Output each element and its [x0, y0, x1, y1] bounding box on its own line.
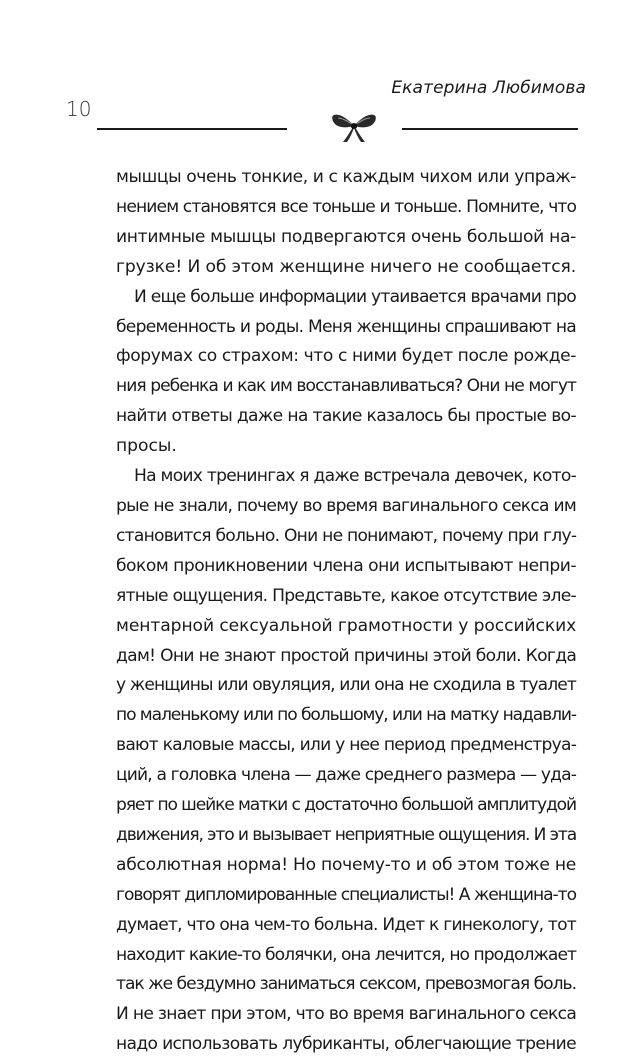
text-line: думает, что она чем-то больна. Идет к гинекологу, тот: [116, 914, 576, 935]
text-line: рые не знали, почему во время вагинального секса им: [116, 495, 576, 516]
text-line: так же бездумно заниматься сексом, превозмогая боль.: [116, 974, 576, 995]
text-line: мышцы очень тонкие, и с каждым чихом или упраж-: [116, 167, 577, 187]
text-line: интимные мышцы подвергаются очень большой на-: [116, 226, 577, 247]
header-author: Екатерина Любимова: [391, 78, 586, 98]
text-line: ния ребенка и как им восстанавливаться? Они не могут: [116, 376, 576, 397]
text-line: грузке! И об этом женщине ничего не сообщается.: [116, 256, 577, 277]
text-line: движения, это и вызывает неприятные ощущения. И эта: [116, 824, 577, 845]
text-line: ментарной сексуальной грамотности у российских: [116, 615, 577, 636]
text-line: боком проникновении члена они испытывают непри-: [116, 555, 576, 576]
text-line: ятные ощущения. Представьте, какое отсутствие эле-: [116, 585, 576, 606]
text-line: по маленькому или по большому, или на матку надавли-: [116, 705, 576, 726]
text-line: абсолютная норма! Но почему-то и об этом тоже не: [116, 854, 576, 875]
text-line: ряет по шейке матки с достаточно большой амплитудой: [116, 795, 576, 816]
page-number: 10: [66, 97, 92, 121]
text-line: становится больно. Они не понимают, почему при глу-: [116, 525, 577, 546]
text-line: нением становятся все тоньше и тоньше. Помните, что: [116, 196, 577, 217]
text-line: дам! Они не знают простой причины этой боли. Когда: [116, 645, 577, 666]
text-line: На моих тренингах я даже встречала девочек, кото-: [134, 466, 576, 487]
text-line: у женщины или овуляция, или она не сходила в туалет: [116, 675, 576, 696]
text-line: форумах со страхом: что с ними будет после рожде-: [116, 346, 577, 367]
header-rule-left: [97, 128, 287, 130]
text-line: говорят дипломированные специалисты! А женщина-то: [116, 884, 576, 905]
text-line: И еще больше информации утаивается врачами про: [134, 286, 576, 307]
body-text: [116, 163, 576, 1060]
text-line: вают каловые массы, или у нее период предменструа-: [116, 735, 577, 756]
text-line: И не знает при этом, что во время вагинального секса: [116, 1004, 577, 1025]
text-line: найти ответы даже на такие казалось бы простые во-: [116, 406, 576, 427]
text-line: находит какие-то болячки, она лечится, но продолжает: [116, 944, 576, 965]
text-line: надо использовать лубриканты, облегчающие трение: [116, 1034, 576, 1055]
text-line: просы.: [116, 436, 177, 457]
header-rule-right: [402, 128, 578, 130]
text-line: беременность и роды. Меня женщины спрашивают на: [116, 316, 576, 337]
text-line: ций, а головка члена — даже среднего размера — уда-: [116, 765, 577, 786]
bow-icon: [329, 109, 379, 145]
